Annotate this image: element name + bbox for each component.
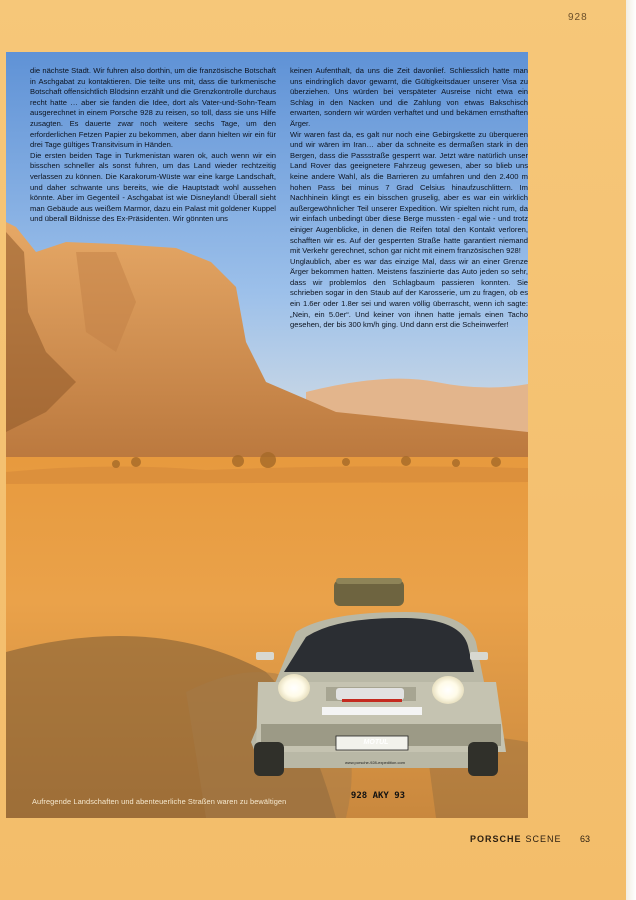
page-number: 63 — [580, 834, 591, 844]
right-paragraph-1: keinen Aufenthalt, da uns die Zeit davonlief. Schliesslich hatte man uns eindringlich davor gewarnt, die Gültigkeitsdauer unserer Visa zu überziehen. Uns würden bei verspäteter Ausreise nicht etwa ein Schlag in den Nacken und die Zahlung von etwas Bakschisch erwarten, sondern wir würden verhaftet und und bekämen ernsthaften Ärger. — [290, 66, 528, 128]
car-url-sticker: www.porsche-928-expedition.com — [344, 760, 406, 765]
brand-bold: PORSCHE — [470, 834, 522, 844]
right-paragraph-2: Wir waren fast da, es galt nur noch eine Gebirgskette zu überqueren und wir wären im Iran… aber da schneite es dermaßen stark in den Bergen, dass die Passstraße gesperrt war. Jetzt wäre natürlich unser Land Rover das geeignetere Fahrzeug gewesen, aber so blieb uns keine andere Wahl, als die Barrieren zu umfahren und den 2.400 m hohen Pass bei minus 7 Grad Celsius hinaufzuschlittern. Im Nachhinein klingt es ein bisschen gruselig, aber es war ein wirklich außergewöhnlicher Teil unserer Expedition. Wir spielten nicht rum, da wir einfach unbedingt über diese Berge mussten - egal wie - und trotz einiger Augenblicke, in denen die Reifen total den Kontakt verloren, schafften wir es. Auf der gesperrten Straße hatte garantiert niemand mit Verkehr gerechnet, schon gar nicht mit einem französischen 928! — [290, 129, 528, 256]
page-edge — [626, 0, 636, 900]
photo-caption: Aufregende Landschaften und abenteuerliche Straßen waren zu bewältigen — [32, 797, 287, 806]
car-sponsor-sticker: MOTUL — [363, 739, 389, 746]
magazine-brand — [470, 834, 562, 844]
left-paragraph-2: Die ersten beiden Tage in Turkmenistan waren ok, auch wenn wir ein bisschen schneller als sonst fuhren, um das Land wieder rechtzeitig verlassen zu können. Die Karakorum-Wüste war eine karge Landschaft, und daher schwante uns bereits, wie die Hauptstadt wohl aussehen könnte. Aber im Gegenteil - Aschgabat ist wie Disneyland! Überall sieht man Gebäude aus weißem Marmor, dazu ein Palast mit goldener Kuppel und überall Bildnisse des Ex-Präsidenten. Wir gönnten uns — [30, 150, 276, 224]
brand-light: SCENE — [525, 834, 562, 844]
article-column-left — [30, 66, 276, 225]
car-license-plate: 928 AKY 93 — [350, 791, 406, 801]
right-paragraph-3: Unglaublich, aber es war das einzige Mal, dass wir an einer Grenze Ärger bekommen hatten. Meistens faszinierte das Auto jeden so sehr, dass wir problemlos den Schlagbaum passieren konnten. Sie schrieben sogar in den Staub auf der Karosserie, um zu fragen, ob es ein 1.6er oder 1.8er sei und waren völlig überrascht, wenn ich sagte: „Nein, ein 5.0er“. Und keiner von ihnen hatte jemals einen Tacho gesehen, der bis 300 km/h ging. Und dann erst die Scheinwerfer! — [290, 256, 528, 330]
section-label: 928 — [568, 12, 588, 23]
left-paragraph-1: die nächste Stadt. Wir fuhren also dorthin, um die französische Botschaft in Aschgabat zu kontaktieren. Die teilte uns mit, dass die turkmenische Botschaft offensichtlich Blödsinn erzählt und die Grenzkontrolle durchaus recht hatte … aber sie fanden die Idee, dort als Vater-und-Sohn-Team ausgerechnet in einem Porsche 928 zu reisen, so toll, dass sie uns Hilfe zusagten. Es dauerte zwar noch weitere sechs Tage, um den erforderlichen Fetzen Papier zu bekommen, aber dann hielten wir ein für drei Tage gültiges Transitvisum in Händen. — [30, 66, 276, 150]
article-column-right — [290, 66, 528, 331]
